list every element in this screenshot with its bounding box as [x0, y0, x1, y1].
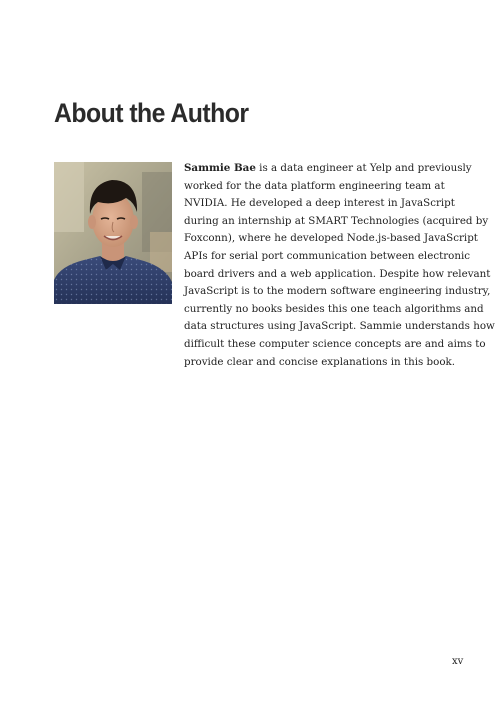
bio-line: JavaScript is to the modern software engineering industry,	[184, 285, 491, 298]
bio-line: worked for the data platform engineering team at	[184, 179, 445, 192]
author-name: Sammie Bae	[184, 162, 256, 174]
bio-line: APIs for serial port communication between electronic	[184, 249, 471, 262]
bio-line: currently no books besides this one teach algorithms and	[184, 302, 484, 315]
author-bio	[184, 160, 495, 371]
bio-line: data structures using JavaScript. Sammie understands how	[184, 320, 495, 333]
bio-line: NVIDIA. He developed a deep interest in JavaScript	[184, 197, 455, 210]
bio-line: during an internship at SMART Technologies (acquired by	[184, 214, 489, 227]
author-photo	[54, 162, 172, 304]
bio-line: Foxconn), where he developed Node.js-based JavaScript	[184, 232, 478, 245]
page-title: About the Author	[54, 98, 249, 128]
bio-line: board drivers and a web application. Despite how relevant	[184, 267, 491, 280]
page-number: xv	[452, 656, 464, 667]
bio-line: provide clear and concise explanations in this book.	[184, 355, 456, 368]
bio-line: difficult these computer science concepts are and aims to	[184, 337, 486, 350]
bio-line: Sammie Bae is a data engineer at Yelp and previously	[184, 162, 472, 174]
